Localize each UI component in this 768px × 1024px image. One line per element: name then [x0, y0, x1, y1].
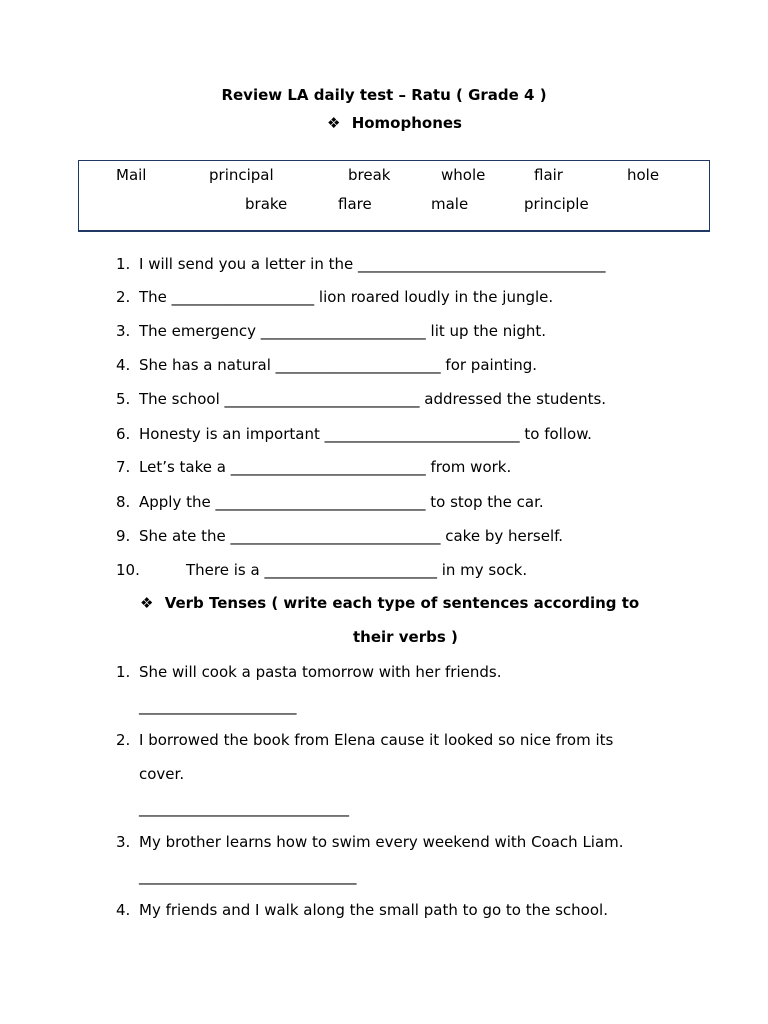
item-number: 3.	[116, 833, 131, 851]
item-text-continued: cover.	[139, 765, 185, 783]
bullet-icon: ❖	[327, 114, 341, 132]
item-number: 4.	[116, 901, 131, 919]
item-text: Apply the ____________________________ to stop the car.	[139, 493, 544, 511]
item-number: 8.	[116, 493, 131, 511]
item-text: My brother learns how to swim every weekend with Coach Liam.	[139, 833, 624, 851]
item-text: She will cook a pasta tomorrow with her friends.	[139, 663, 502, 681]
page-title: Review LA daily test – Ratu ( Grade 4 )	[221, 86, 547, 104]
word-bank-item: hole	[627, 166, 660, 184]
bullet-icon: ❖	[140, 594, 154, 612]
item-text: I borrowed the book from Elena cause it looked so nice from its	[139, 731, 614, 749]
word-bank-item: Mail	[116, 166, 147, 184]
item-number: 4.	[116, 356, 131, 374]
word-bank-item: break	[348, 166, 391, 184]
word-bank-box	[78, 160, 710, 232]
section-title: Verb Tenses ( write each type of sentences according to	[164, 594, 640, 612]
word-bank-item: flair	[534, 166, 563, 184]
item-text: The ___________________ lion roared loudly in the jungle.	[139, 288, 554, 306]
item-number: 5.	[116, 390, 131, 408]
section-title-continued: their verbs )	[353, 628, 458, 646]
item-number: 1.	[116, 663, 131, 681]
item-number: 10.	[116, 561, 140, 579]
item-text: The emergency ______________________ lit up the night.	[139, 322, 547, 340]
item-text: The school __________________________ addressed the students.	[139, 390, 607, 408]
item-text: She ate the ____________________________ cake by herself.	[139, 527, 564, 545]
answer-line: _____________________	[139, 697, 297, 715]
item-number: 3.	[116, 322, 131, 340]
item-text: I will send you a letter in the _________________________________	[139, 255, 606, 273]
list-item	[116, 255, 130, 273]
answer-line: ____________________________	[139, 799, 349, 817]
section-heading-homophones	[327, 114, 462, 132]
word-bank-item: principal	[209, 166, 274, 184]
section-heading-verb-tenses	[140, 594, 639, 612]
item-text: She has a natural ______________________ for painting.	[139, 356, 538, 374]
item-number: 9.	[116, 527, 131, 545]
item-number: 6.	[116, 425, 131, 443]
item-text: My friends and I walk along the small path to go to the school.	[139, 901, 608, 919]
word-bank-item: principle	[524, 195, 589, 213]
item-text: There is a _______________________ in my sock.	[186, 561, 528, 579]
word-bank-item: whole	[441, 166, 486, 184]
item-number: 7.	[116, 458, 131, 476]
word-bank-item: flare	[338, 195, 372, 213]
word-bank-item: brake	[245, 195, 288, 213]
item-text: Honesty is an important __________________________ to follow.	[139, 425, 592, 443]
answer-line: _____________________________	[139, 867, 357, 885]
item-number: 2.	[116, 288, 131, 306]
word-bank-item: male	[431, 195, 469, 213]
item-number: 2.	[116, 731, 131, 749]
item-number: 1.	[116, 255, 131, 273]
section-title: Homophones	[351, 114, 462, 132]
item-text: Let’s take a __________________________ from work.	[139, 458, 512, 476]
